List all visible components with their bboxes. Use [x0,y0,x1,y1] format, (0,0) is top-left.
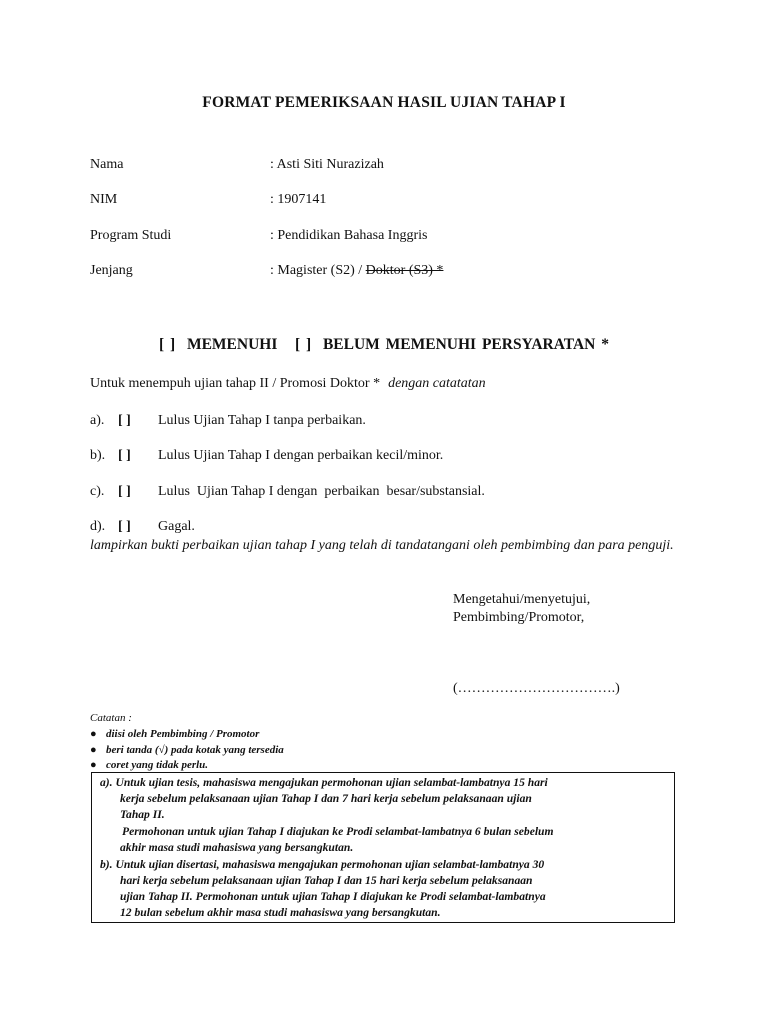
catatan-title: Catatan : [90,712,132,724]
option-text: Lulus Ujian Tahap I dengan perbaikan kecil/minor. [158,448,444,463]
field-value-program-studi: : Pendidikan Bahasa Inggris [270,228,428,243]
rule-line: Permohonan untuk ujian Tahap I diajukan ke Prodi selambat-lambatnya 6 bulan sebelum [122,825,554,838]
option-c [90,484,485,500]
requirement-checkboxes: [ ] MEMENUHI [ ] BELUM MEMENUHI PERSYARATAN * [159,336,609,353]
option-letter: d). [90,519,106,534]
field-label-jenjang: Jenjang [90,263,133,278]
submission-rules-box [91,772,675,923]
rule-line: akhir masa studi mahasiswa yang bersangkutan. [120,841,354,854]
option-checkbox: [ ] [118,519,131,534]
jenjang-magister: : Magister (S2) / [270,263,366,278]
catatan-item: ● beri tanda (√) pada kotak yang tersedia [90,744,284,756]
option-text: Gagal. [158,519,195,534]
field-value-nim: : 1907141 [270,192,327,207]
option-a [90,413,366,429]
rule-line: b). Untuk ujian disertasi, mahasiswa mengajukan permohonan ujian selambat-lambatnya 30 [100,858,545,871]
signature-line2: Pembimbing/Promotor, [453,610,585,625]
signature-name-placeholder: (…………………………….) [453,681,620,696]
option-letter: a). [90,413,105,428]
catatan-item: ● coret yang tidak perlu. [90,759,209,771]
field-label-nim: NIM [90,192,118,207]
rule-line: hari kerja sebelum pelaksanaan ujian Tahap I dan 15 hari kerja sebelum pelaksanaan [120,874,533,887]
option-checkbox: [ ] [118,413,131,428]
option-d [90,519,195,535]
bullet-icon: ● [90,759,97,771]
rule-line: ujian Tahap II. Permohonan untuk ujian Tahap I diajukan ke Prodi selambat-lambatnya [120,890,546,903]
field-value-jenjang [270,263,443,279]
field-value-nama: : Asti Siti Nurazizah [270,157,384,172]
option-b [90,448,443,464]
rule-line: kerja sebelum pelaksanaan ujian Tahap I dan 7 hari kerja sebelum pelaksanaan ujian [120,792,532,805]
option-text: Lulus Ujian Tahap I tanpa perbaikan. [158,413,366,428]
field-label-program-studi: Program Studi [90,228,172,243]
rule-line: a). Untuk ujian tesis, mahasiswa mengajukan permohonan ujian selambat-lambatnya 15 hari [100,776,548,789]
option-letter: c). [90,484,105,499]
intro-main: Untuk menempuh ujian tahap II / Promosi Doktor * [90,376,381,391]
catatan-item: ● diisi oleh Pembimbing / Promotor [90,728,260,740]
jenjang-doktor-struck: Doktor (S3) * [365,263,444,278]
option-checkbox: [ ] [118,484,131,499]
intro-italic: dengan catatatan [388,376,486,391]
signature-line1: Mengetahui/menyetujui, [453,592,591,607]
rule-line: Tahap II. [120,808,165,821]
option-text: Lulus Ujian Tahap I dengan perbaikan besar/substansial. [158,484,485,499]
intro-text [90,376,486,392]
option-letter: b). [90,448,106,463]
page-title: FORMAT PEMERIKSAAN HASIL UJIAN TAHAP I [202,94,566,111]
option-checkbox: [ ] [118,448,131,463]
field-label-nama: Nama [90,157,124,172]
rule-line: 12 bulan sebelum akhir masa studi mahasiswa yang bersangkutan. [120,906,441,919]
lampiran-note: lampirkan bukti perbaikan ujian tahap I yang telah di tandatangani oleh pembimbing dan para penguji. [90,538,674,553]
bullet-icon: ● [90,728,97,740]
bullet-icon: ● [90,744,97,756]
